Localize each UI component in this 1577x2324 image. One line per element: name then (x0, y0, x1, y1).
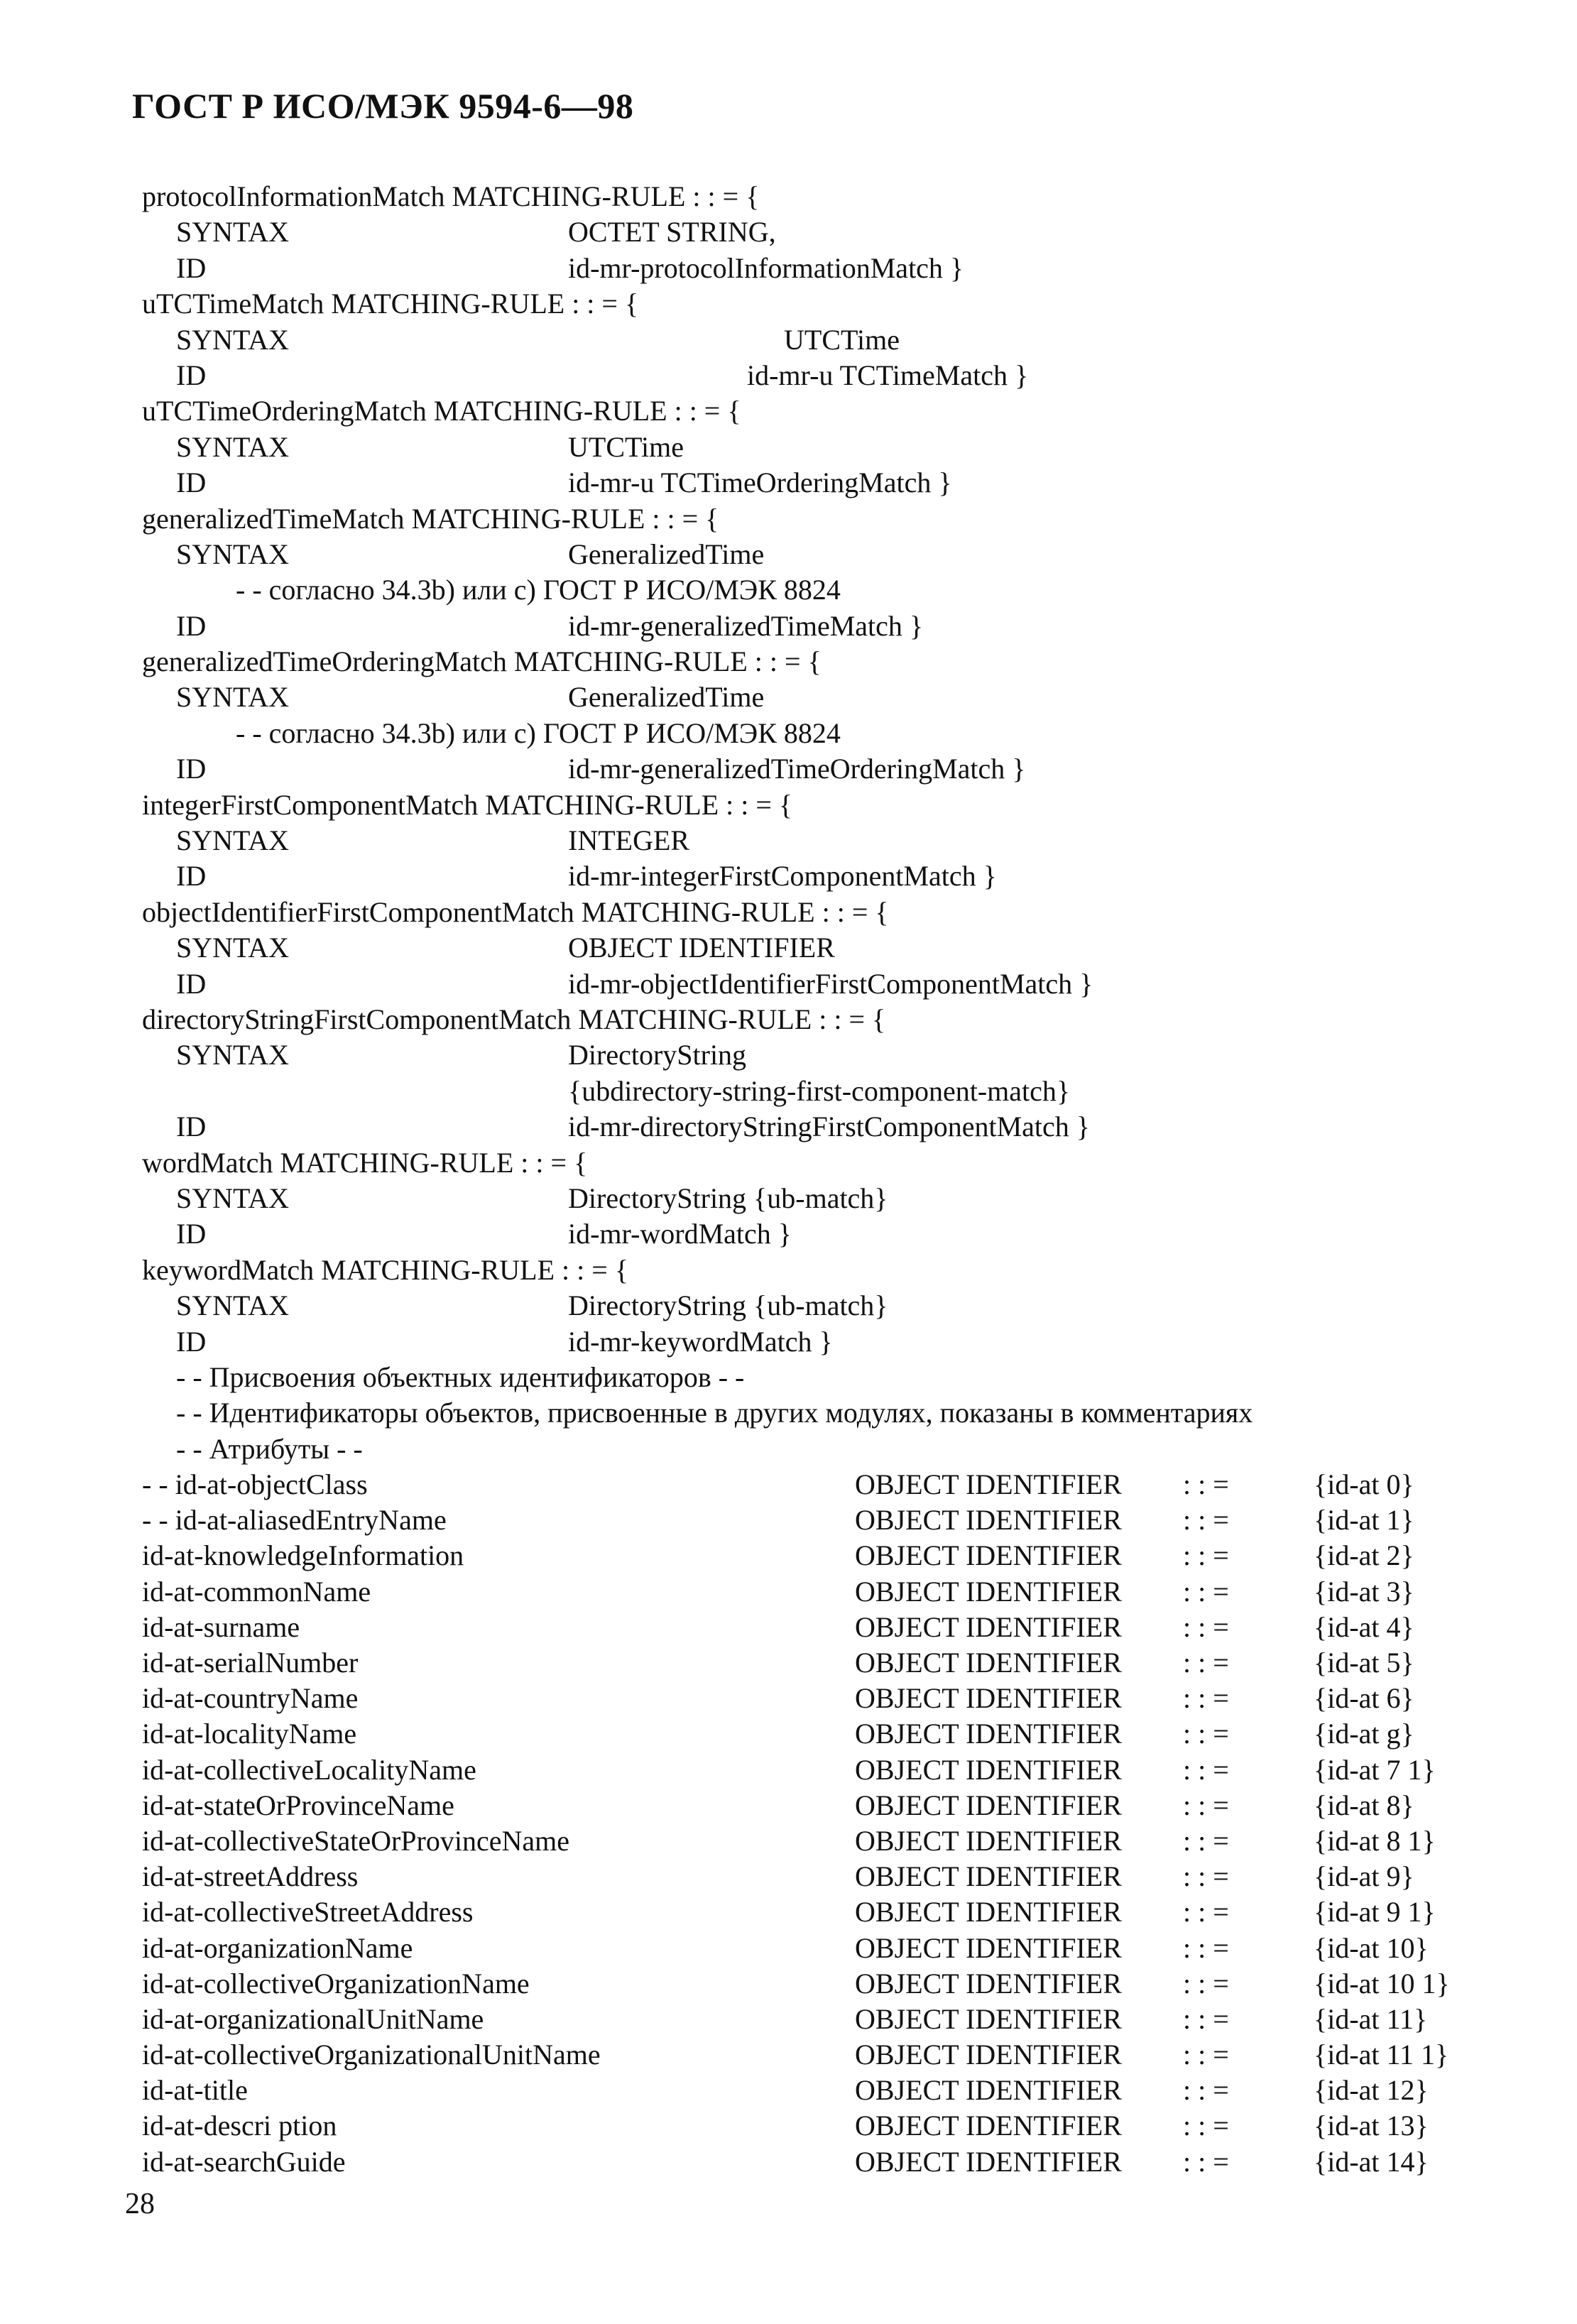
id-label: ID (176, 467, 207, 499)
rule-id-line (176, 751, 1525, 787)
attribute-type: OBJECT IDENTIFIER (855, 1468, 1122, 1501)
rule-name: uTCTimeOrderingMatch (142, 395, 427, 427)
rule-syntax-line (176, 680, 1525, 715)
rule-assign: : : = { (520, 1146, 588, 1179)
rule-assign: : : = { (692, 180, 760, 212)
rule-header (142, 393, 1491, 429)
assign-operator: : : = (1183, 2039, 1229, 2071)
id-value: id-mr-wordMatch } (568, 1218, 792, 1250)
syntax-label: SYNTAX (176, 538, 290, 570)
id-label: ID (176, 251, 207, 284)
attribute-row (142, 1538, 1491, 1573)
attribute-name: - - id-at-aliasedEntryName (142, 1504, 447, 1537)
rule-id-line (176, 1216, 1525, 1252)
rule-assign: : : = { (819, 1003, 886, 1035)
id-label: ID (176, 967, 207, 1000)
attribute-type: OBJECT IDENTIFIER (855, 1539, 1122, 1572)
assign-operator: : : = (1183, 1468, 1229, 1501)
attribute-type: OBJECT IDENTIFIER (855, 2145, 1122, 2178)
attribute-row (142, 2002, 1491, 2037)
syntax-label: SYNTAX (176, 323, 290, 356)
attribute-name: id-at-collectiveOrganizationalUnitName (142, 2039, 601, 2071)
page-header: ГОСТ Р ИСО/МЭК 9594-6—98 (132, 86, 634, 126)
attribute-row (142, 1610, 1491, 1645)
syntax-value: DirectoryString {ub-match} (568, 1289, 888, 1322)
rule-keyword: MATCHING-RULE (513, 645, 748, 678)
attribute-value: {id-at 6} (1314, 1682, 1414, 1715)
rule-header (142, 1253, 1491, 1288)
rule-id-line (176, 358, 1525, 393)
assign-operator: : : = (1183, 1967, 1229, 2000)
assign-operator: : : = (1183, 1896, 1229, 1929)
syntax-value: DirectoryString (568, 1039, 747, 1071)
syntax-label: SYNTAX (176, 430, 290, 463)
assign-operator: : : = (1183, 1860, 1229, 1893)
attribute-type: OBJECT IDENTIFIER (855, 1860, 1122, 1893)
attribute-name: id-at-organizationName (142, 1931, 413, 1964)
rule-name: directoryStringFirstComponentMatch (142, 1003, 572, 1035)
attribute-type: OBJECT IDENTIFIER (855, 1789, 1122, 1821)
attribute-row (142, 1788, 1491, 1823)
rule-header (142, 1145, 1491, 1181)
rule-name: generalizedTimeMatch (142, 502, 405, 535)
rule-id-line (176, 465, 1525, 501)
assign-operator: : : = (1183, 1682, 1229, 1715)
attribute-row (142, 1931, 1491, 1966)
attribute-value: {id-at g} (1314, 1718, 1414, 1750)
attribute-type: OBJECT IDENTIFIER (855, 2039, 1122, 2071)
attribute-value: {id-at 9 1} (1314, 1896, 1436, 1929)
syntax-value: GeneralizedTime (568, 681, 765, 714)
attribute-type: OBJECT IDENTIFIER (855, 1753, 1122, 1786)
id-value: id-mr-u TCTimeOrderingMatch } (568, 467, 952, 499)
rule-id-line (176, 1324, 1525, 1360)
rule-assign: : : = { (822, 895, 889, 928)
attribute-row (142, 1859, 1491, 1894)
rule-assign: : : = { (674, 395, 741, 427)
id-value: id-mr-objectIdentifierFirstComponentMatch } (568, 967, 1093, 1000)
attribute-type: OBJECT IDENTIFIER (855, 1824, 1122, 1857)
rule-assign: : : = { (726, 788, 793, 821)
attribute-name: id-at-title (142, 2074, 248, 2107)
rule-assign: : : = { (754, 645, 822, 678)
attribute-type: OBJECT IDENTIFIER (855, 2110, 1122, 2142)
rule-syntax-line (176, 537, 1525, 572)
attribute-row (142, 2108, 1491, 2144)
attribute-type: OBJECT IDENTIFIER (855, 1610, 1122, 1643)
assign-operator: : : = (1183, 2002, 1229, 2035)
attribute-name: id-at-knowledgeInformation (142, 1539, 464, 1572)
syntax-value-continued: {ubdirectory-string-first-component-match} (568, 1074, 1071, 1107)
rule-header (142, 179, 1491, 214)
attribute-row (142, 1752, 1491, 1788)
id-value: id-mr-keywordMatch } (568, 1325, 833, 1358)
attribute-row (142, 1681, 1491, 1716)
rule-name: integerFirstComponentMatch (142, 788, 479, 821)
syntax-label: SYNTAX (176, 932, 290, 964)
syntax-value: UTCTime (568, 430, 684, 463)
assign-operator: : : = (1183, 1824, 1229, 1857)
attribute-value: {id-at 12} (1314, 2074, 1429, 2107)
attribute-name: id-at-commonName (142, 1575, 371, 1608)
attribute-value: {id-at 8 1} (1314, 1824, 1436, 1857)
id-value: id-mr-protocolInformationMatch } (568, 251, 964, 284)
rule-id-line (176, 1109, 1525, 1145)
attribute-value: {id-at 11} (1314, 2002, 1428, 2035)
attribute-name: id-at-surname (142, 1610, 300, 1643)
attribute-value: {id-at 3} (1314, 1575, 1414, 1608)
attribute-row (142, 1716, 1491, 1752)
syntax-value: UTCTime (784, 323, 900, 356)
attribute-name: id-at-collectiveStateOrProvinceName (142, 1824, 569, 1857)
attribute-value: {id-at 10} (1314, 1931, 1429, 1964)
syntax-label: SYNTAX (176, 824, 290, 857)
assign-operator: : : = (1183, 1610, 1229, 1643)
rule-id-line (176, 966, 1525, 1002)
assign-operator: : : = (1183, 1575, 1229, 1608)
rule-keyword: MATCHING-RULE (280, 1146, 514, 1179)
rule-keyword: MATCHING-RULE (321, 1253, 555, 1286)
assign-operator: : : = (1183, 1753, 1229, 1786)
rule-id-line (176, 858, 1525, 894)
attribute-name: id-at-collectiveStreetAddress (142, 1896, 474, 1929)
attribute-type: OBJECT IDENTIFIER (855, 1682, 1122, 1715)
comment-line: - - Идентификаторы объектов, присвоенные в других модулях, показаны в комментариях (176, 1397, 1253, 1429)
rule-assign: : : = { (562, 1253, 629, 1286)
rule-keyword: MATCHING-RULE (433, 395, 667, 427)
syntax-value: DirectoryString {ub-match} (568, 1182, 888, 1214)
attribute-value: {id-at 8} (1314, 1789, 1414, 1821)
rule-keyword: MATCHING-RULE (581, 895, 815, 928)
id-value: id-mr-generalizedTimeMatch } (568, 609, 924, 642)
attribute-value: {id-at 0} (1314, 1468, 1414, 1501)
rule-syntax-line (176, 1288, 1525, 1324)
rule-assign: : : = { (652, 502, 719, 535)
attribute-name: id-at-collectiveOrganizationName (142, 1967, 530, 2000)
syntax-label: SYNTAX (176, 681, 290, 714)
attribute-type: OBJECT IDENTIFIER (855, 1504, 1122, 1537)
syntax-label: SYNTAX (176, 1182, 290, 1214)
assign-operator: : : = (1183, 1718, 1229, 1750)
syntax-value: OCTET STRING, (568, 216, 776, 249)
id-value: id-mr-directoryStringFirstComponentMatch } (568, 1111, 1090, 1143)
attribute-row (142, 1966, 1491, 2002)
rule-id-line (176, 609, 1525, 644)
attribute-row (142, 1467, 1491, 1502)
id-label: ID (176, 1325, 207, 1358)
attribute-row (142, 1823, 1491, 1859)
syntax-label: SYNTAX (176, 216, 290, 249)
rule-keyword: MATCHING-RULE (452, 180, 686, 212)
assign-operator: : : = (1183, 2110, 1229, 2142)
syntax-value: GeneralizedTime (568, 538, 765, 570)
rule-syntax-continuation (176, 1074, 1525, 1109)
rule-name: wordMatch (142, 1146, 273, 1179)
assign-operator: : : = (1183, 1931, 1229, 1964)
attribute-type: OBJECT IDENTIFIER (855, 1967, 1122, 2000)
attribute-value: {id-at 2} (1314, 1539, 1414, 1572)
attribute-value: {id-at 14} (1314, 2145, 1429, 2178)
syntax-label: SYNTAX (176, 1289, 290, 1322)
attribute-type: OBJECT IDENTIFIER (855, 1896, 1122, 1929)
attribute-row (142, 2073, 1491, 2108)
attribute-value: {id-at 5} (1314, 1647, 1414, 1679)
rule-assign: : : = { (572, 288, 639, 320)
rule-syntax-line (176, 430, 1525, 465)
id-label: ID (176, 860, 207, 893)
id-label: ID (176, 1111, 207, 1143)
attribute-row (142, 2144, 1491, 2180)
attribute-name: id-at-organizationalUnitName (142, 2002, 484, 2035)
assign-operator: : : = (1183, 1789, 1229, 1821)
syntax-value: INTEGER (568, 824, 690, 857)
attribute-value: {id-at 4} (1314, 1610, 1414, 1643)
id-label: ID (176, 1218, 207, 1250)
assign-operator: : : = (1183, 1647, 1229, 1679)
rule-syntax-line (176, 1037, 1525, 1073)
rule-name: protocolInformationMatch (142, 180, 445, 212)
assign-operator: : : = (1183, 1539, 1229, 1572)
attribute-name: - - id-at-objectClass (142, 1468, 368, 1501)
attribute-table (142, 1467, 1491, 2180)
attribute-type: OBJECT IDENTIFIER (855, 1575, 1122, 1608)
attribute-row (142, 1645, 1491, 1681)
attribute-name: id-at-streetAddress (142, 1860, 359, 1893)
page-number: 28 (125, 2188, 155, 2220)
attribute-row (142, 2037, 1491, 2073)
rule-keyword: MATCHING-RULE (331, 288, 565, 320)
rule-name: generalizedTimeOrderingMatch (142, 645, 507, 678)
id-value: id-mr-u TCTimeMatch } (747, 359, 1029, 391)
syntax-value: OBJECT IDENTIFIER (568, 932, 835, 964)
attribute-value: {id-at 13} (1314, 2110, 1429, 2142)
rule-id-line (176, 251, 1525, 286)
rule-comment: - - согласно 34.3b) или с) ГОСТ Р ИСО/МЭК 8824 (236, 716, 841, 749)
attribute-name: id-at-localityName (142, 1718, 357, 1750)
id-value: id-mr-integerFirstComponentMatch } (568, 860, 997, 893)
rule-keyword: MATCHING-RULE (485, 788, 719, 821)
attribute-name: id-at-collectiveLocalityName (142, 1753, 476, 1786)
attribute-name: id-at-searchGuide (142, 2145, 346, 2178)
rule-header (142, 644, 1491, 680)
id-label: ID (176, 359, 207, 391)
rule-syntax-line (176, 1181, 1525, 1216)
assign-operator: : : = (1183, 2145, 1229, 2178)
attribute-type: OBJECT IDENTIFIER (855, 2074, 1122, 2107)
rule-name: uTCTimeMatch (142, 288, 324, 320)
rule-header (142, 895, 1491, 930)
attribute-type: OBJECT IDENTIFIER (855, 1647, 1122, 1679)
rule-header (142, 787, 1491, 823)
rule-syntax-line (176, 930, 1525, 966)
document-body (142, 179, 1491, 2180)
id-label: ID (176, 753, 207, 785)
comment-line: - - Присвоения объектных идентификаторов - - (176, 1360, 745, 1393)
attribute-value: {id-at 7 1} (1314, 1753, 1436, 1786)
rule-syntax-line (176, 214, 1525, 250)
attribute-value: {id-at 1} (1314, 1504, 1414, 1537)
attribute-name: id-at-countryName (142, 1682, 359, 1715)
attribute-value: {id-at 11 1} (1314, 2039, 1449, 2071)
assign-operator: : : = (1183, 1504, 1229, 1537)
comment-line: - - Атрибуты - - (176, 1432, 363, 1465)
attribute-name: id-at-stateOrProvinceName (142, 1789, 454, 1821)
rule-comment: - - согласно 34.3b) или с) ГОСТ Р ИСО/МЭК 8824 (236, 574, 841, 606)
rule-header (142, 1002, 1491, 1037)
attribute-row (142, 1502, 1491, 1538)
syntax-label: SYNTAX (176, 1039, 290, 1071)
rule-keyword: MATCHING-RULE (578, 1003, 812, 1035)
assign-operator: : : = (1183, 2074, 1229, 2107)
attribute-type: OBJECT IDENTIFIER (855, 1718, 1122, 1750)
attribute-type: OBJECT IDENTIFIER (855, 1931, 1122, 1964)
attribute-row (142, 1574, 1491, 1610)
id-label: ID (176, 609, 207, 642)
rule-header (142, 286, 1491, 322)
rule-keyword: MATCHING-RULE (411, 502, 645, 535)
attribute-type: OBJECT IDENTIFIER (855, 2002, 1122, 2035)
attribute-row (142, 1894, 1491, 1930)
rule-name: keywordMatch (142, 1253, 315, 1286)
attribute-name: id-at-descri ption (142, 2110, 337, 2142)
attribute-value: {id-at 9} (1314, 1860, 1414, 1893)
rule-name: objectIdentifierFirstComponentMatch (142, 895, 574, 928)
attribute-name: id-at-serialNumber (142, 1647, 359, 1679)
rule-syntax-line (176, 322, 1525, 358)
attribute-value: {id-at 10 1} (1314, 1967, 1450, 2000)
rule-header (142, 501, 1491, 537)
id-value: id-mr-generalizedTimeOrderingMatch } (568, 753, 1026, 785)
rule-syntax-line (176, 823, 1525, 858)
